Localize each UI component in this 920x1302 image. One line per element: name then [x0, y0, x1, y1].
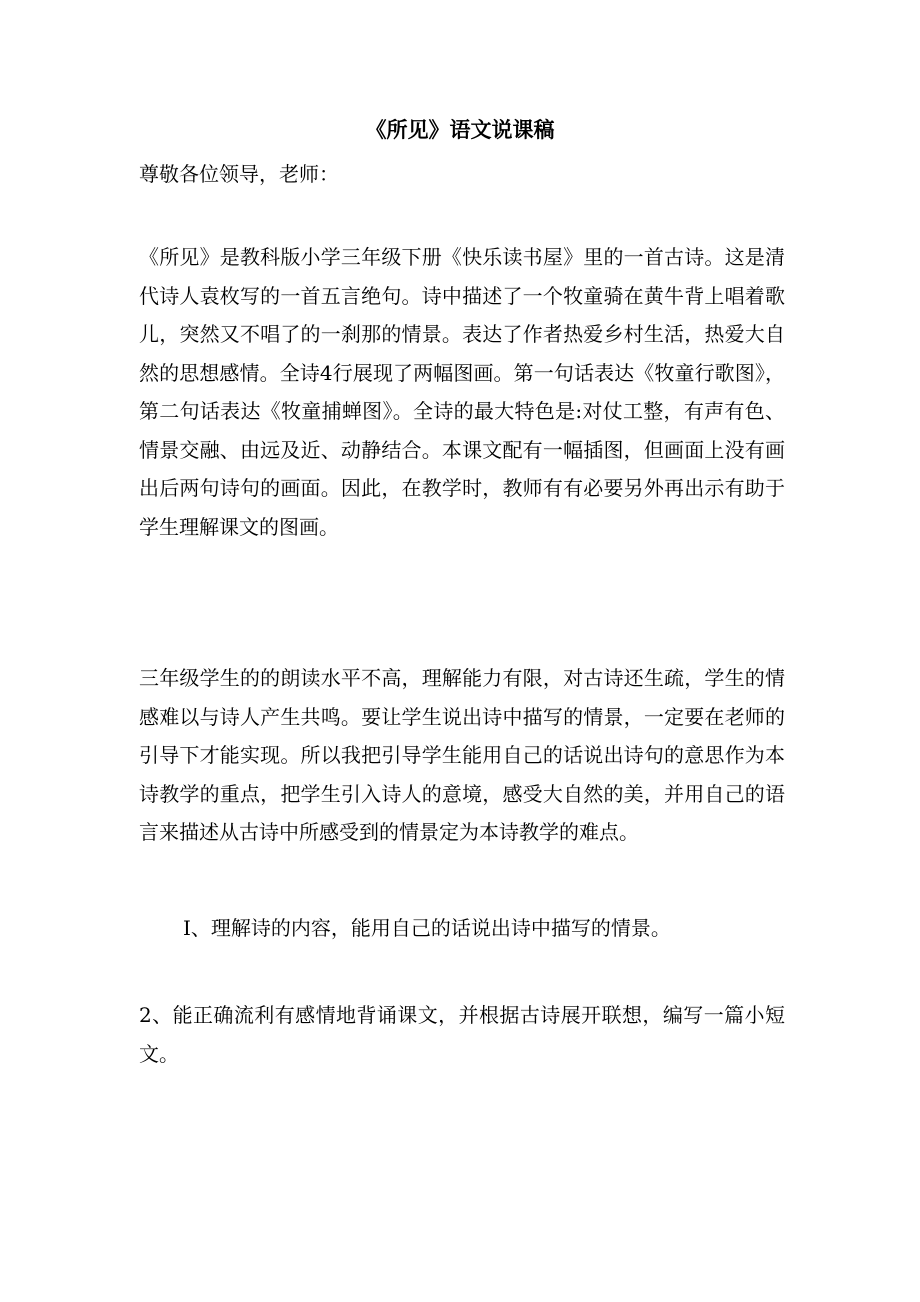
paragraph-students: 三年级学生的的朗读水平不高，理解能力有限，对古诗还生疏，学生的情感难以与诗人产生共鸣。要让学生说出诗中描写的情景，一定要在老师的引导下才能实现。所以我把引导学生能用自己的话说出诗句的意思作为本诗教学的重点，把学生引入诗人的意境，感受大自然的美，并用自己的语言来描述从古诗中所感受到的情景定为本诗教学的难点。	[139, 666, 785, 844]
paragraph-intro: 《所见》是教科版小学三年级下册《快乐读书屋》里的一首古诗。这是清代诗人袁枚写的一首五言绝句。诗中描述了一个牧童骑在黄牛背上唱着歌儿，突然又不唱了的一刹那的情景。表达了作者热爱乡村生活，热爱大自然的思想感情。全诗4行展现了两幅图画。第一句话表达《牧童行歌图》，第二句话表达《牧童捕蝉图》。全诗的最大特色是:对仗工整，有声有色、情景交融、由远及近、动静结合。本课文配有一幅插图，但画面上没有画出后两句诗句的画面。因此，在教学时，教师有有必要另外再出示有助于学生理解课文的图画。	[139, 245, 785, 539]
objective-item: 2、能正确流利有感情地背诵课文，并根据古诗展开联想，编写一篇小短文。	[139, 1003, 785, 1066]
objective-item: I、理解诗的内容，能用自己的话说出诗中描写的情景。	[183, 916, 671, 940]
salutation: 尊敬各位领导，老师：	[139, 162, 339, 186]
document-title: 《所见》语文说课稿	[365, 117, 555, 142]
